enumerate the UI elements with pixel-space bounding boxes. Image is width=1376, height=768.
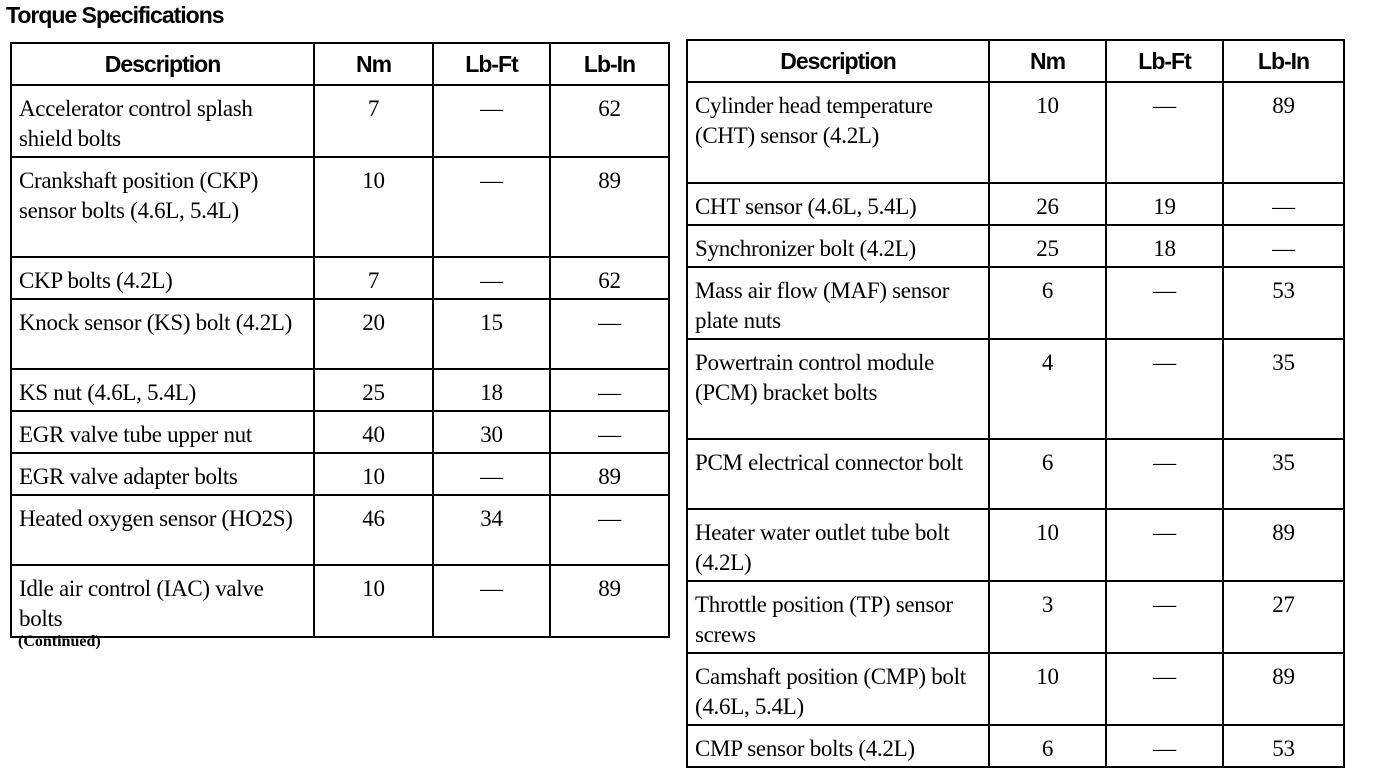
column-header-lb-ft: Lb-Ft xyxy=(433,43,550,85)
lb-ft-cell: — xyxy=(433,157,550,257)
lb-ft-cell: — xyxy=(1106,339,1223,439)
lb-ft-cell: 15 xyxy=(433,299,550,369)
page-title: Torque Specifications xyxy=(6,2,224,28)
table-row xyxy=(687,509,1344,581)
lb-ft-cell: — xyxy=(1106,267,1223,339)
table-row xyxy=(687,581,1344,653)
lb-ft-cell: — xyxy=(1106,581,1223,653)
table-row xyxy=(11,369,669,411)
nm-cell: 10 xyxy=(989,509,1106,581)
nm-cell: 10 xyxy=(989,82,1106,183)
description-cell: Powertrain control module (PCM) bracket bolts xyxy=(687,339,989,439)
table-row xyxy=(687,225,1344,267)
lb-ft-cell: 18 xyxy=(433,369,550,411)
lb-ft-cell: — xyxy=(433,85,550,157)
torque-table-left xyxy=(10,42,670,638)
nm-cell: 25 xyxy=(989,225,1106,267)
lb-ft-cell: — xyxy=(433,257,550,299)
table-row xyxy=(11,565,669,637)
lb-in-cell: 53 xyxy=(1223,725,1344,767)
lb-in-cell: — xyxy=(550,411,669,453)
lb-in-cell: 89 xyxy=(550,565,669,637)
lb-ft-cell: 18 xyxy=(1106,225,1223,267)
description-cell: Throttle position (TP) sensor screws xyxy=(687,581,989,653)
torque-table-right xyxy=(686,39,1345,768)
lb-in-cell: 35 xyxy=(1223,339,1344,439)
description-cell: Idle air control (IAC) valve bolts xyxy=(11,565,314,637)
lb-in-cell: 62 xyxy=(550,257,669,299)
column-header-description: Description xyxy=(11,43,314,85)
table-row xyxy=(687,267,1344,339)
lb-in-cell: — xyxy=(550,299,669,369)
table-row xyxy=(11,85,669,157)
lb-in-cell: 89 xyxy=(1223,82,1344,183)
lb-ft-cell: 30 xyxy=(433,411,550,453)
table-row xyxy=(11,257,669,299)
lb-in-cell: — xyxy=(550,495,669,565)
lb-in-cell: 89 xyxy=(1223,509,1344,581)
table-row xyxy=(11,495,669,565)
description-cell: KS nut (4.6L, 5.4L) xyxy=(11,369,314,411)
table-row xyxy=(687,82,1344,183)
nm-cell: 6 xyxy=(989,267,1106,339)
nm-cell: 20 xyxy=(314,299,433,369)
description-cell: Knock sensor (KS) bolt (4.2L) xyxy=(11,299,314,369)
table-header-row xyxy=(11,43,669,85)
lb-ft-cell: — xyxy=(1106,439,1223,509)
lb-in-cell: 89 xyxy=(550,157,669,257)
nm-cell: 7 xyxy=(314,85,433,157)
nm-cell: 25 xyxy=(314,369,433,411)
nm-cell: 3 xyxy=(989,581,1106,653)
lb-in-cell: — xyxy=(1223,183,1344,225)
table-row xyxy=(687,439,1344,509)
description-cell: Cylinder head temperature (CHT) sensor (4.2L) xyxy=(687,82,989,183)
description-cell: Heater water outlet tube bolt (4.2L) xyxy=(687,509,989,581)
description-cell: Accelerator control splash shield bolts xyxy=(11,85,314,157)
nm-cell: 7 xyxy=(314,257,433,299)
column-header-nm: Nm xyxy=(989,40,1106,82)
lb-in-cell: 62 xyxy=(550,85,669,157)
description-cell: Camshaft position (CMP) bolt (4.6L, 5.4L) xyxy=(687,653,989,725)
column-header-lb-ft: Lb-Ft xyxy=(1106,40,1223,82)
description-cell: Crankshaft position (CKP) sensor bolts (4.6L, 5.4L) xyxy=(11,157,314,257)
lb-ft-cell: — xyxy=(1106,82,1223,183)
lb-in-cell: 89 xyxy=(550,453,669,495)
column-header-lb-in: Lb-In xyxy=(1223,40,1344,82)
lb-ft-cell: — xyxy=(433,453,550,495)
lb-ft-cell: 34 xyxy=(433,495,550,565)
table-row xyxy=(11,411,669,453)
lb-ft-cell: — xyxy=(1106,725,1223,767)
description-cell: Heated oxygen sensor (HO2S) xyxy=(11,495,314,565)
column-header-description: Description xyxy=(687,40,989,82)
table-row xyxy=(687,653,1344,725)
description-cell: CMP sensor bolts (4.2L) xyxy=(687,725,989,767)
continued-note: (Continued) xyxy=(18,633,101,650)
nm-cell: 10 xyxy=(314,565,433,637)
table-row xyxy=(687,339,1344,439)
table-header-row xyxy=(687,40,1344,82)
lb-in-cell: — xyxy=(1223,225,1344,267)
description-cell: Mass air flow (MAF) sensor plate nuts xyxy=(687,267,989,339)
lb-ft-cell: — xyxy=(1106,653,1223,725)
lb-in-cell: — xyxy=(550,369,669,411)
table-row xyxy=(11,453,669,495)
description-cell: EGR valve adapter bolts xyxy=(11,453,314,495)
description-cell: CKP bolts (4.2L) xyxy=(11,257,314,299)
description-cell: EGR valve tube upper nut xyxy=(11,411,314,453)
nm-cell: 40 xyxy=(314,411,433,453)
description-cell: Synchronizer bolt (4.2L) xyxy=(687,225,989,267)
lb-ft-cell: — xyxy=(433,565,550,637)
column-header-nm: Nm xyxy=(314,43,433,85)
table-row xyxy=(687,183,1344,225)
nm-cell: 46 xyxy=(314,495,433,565)
nm-cell: 4 xyxy=(989,339,1106,439)
nm-cell: 10 xyxy=(314,157,433,257)
column-header-lb-in: Lb-In xyxy=(550,43,669,85)
lb-in-cell: 53 xyxy=(1223,267,1344,339)
nm-cell: 10 xyxy=(989,653,1106,725)
description-cell: CHT sensor (4.6L, 5.4L) xyxy=(687,183,989,225)
nm-cell: 10 xyxy=(314,453,433,495)
nm-cell: 6 xyxy=(989,439,1106,509)
description-cell: PCM electrical connector bolt xyxy=(687,439,989,509)
table-row xyxy=(11,299,669,369)
lb-ft-cell: 19 xyxy=(1106,183,1223,225)
lb-in-cell: 35 xyxy=(1223,439,1344,509)
lb-ft-cell: — xyxy=(1106,509,1223,581)
nm-cell: 26 xyxy=(989,183,1106,225)
table-row xyxy=(687,725,1344,767)
lb-in-cell: 89 xyxy=(1223,653,1344,725)
table-row xyxy=(11,157,669,257)
nm-cell: 6 xyxy=(989,725,1106,767)
lb-in-cell: 27 xyxy=(1223,581,1344,653)
